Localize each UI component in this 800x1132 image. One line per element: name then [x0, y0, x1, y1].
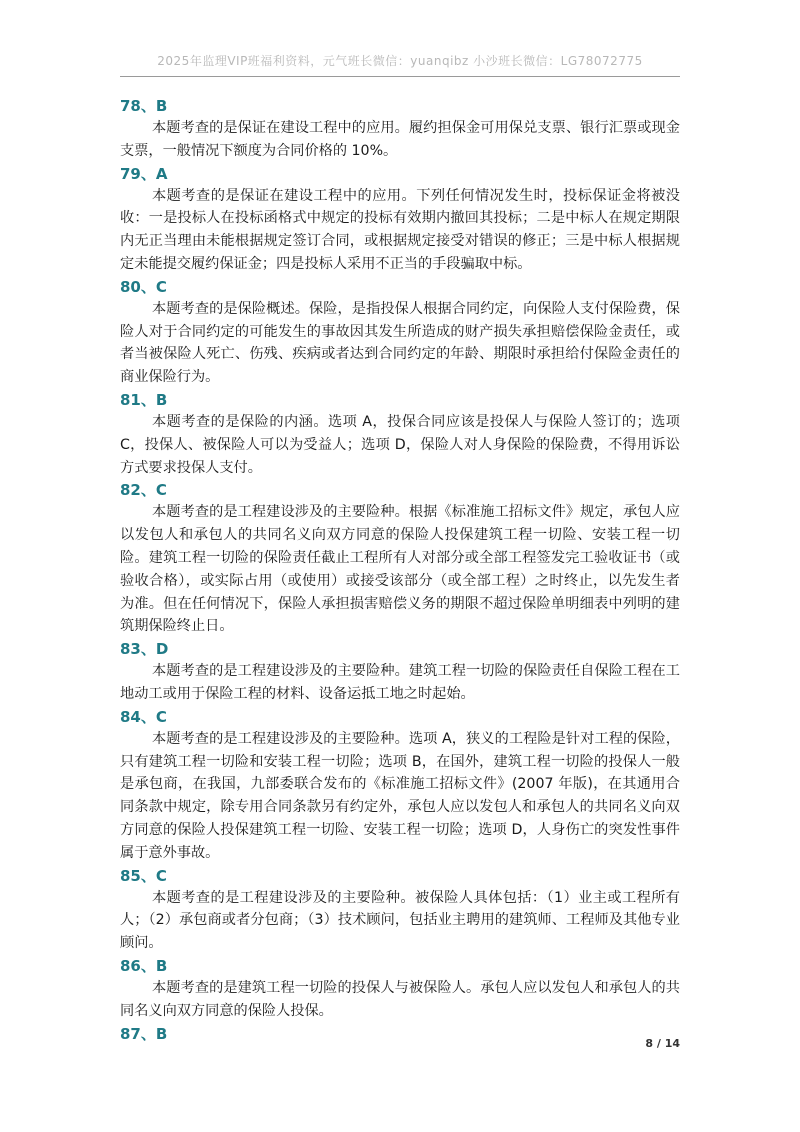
- answer-label-78: 78、B: [120, 97, 168, 115]
- explanation-86: 本题考查的是建筑工程一切险的投保人与被保险人。承包人应以发包人和承包人的共同名义向双方同意的保险人投保。: [120, 979, 680, 1019]
- answer-label-85: 85、C: [120, 866, 167, 885]
- answer-label-87: 87、B: [120, 1024, 168, 1043]
- explanation-85: 本题考查的是工程建设涉及的主要险种。被保险人具体包括：（1）业主或工程所有人；（2）承包商或者分包商；（3）技术顾问，包括业主聘用的建筑师、工程师及其他专业顾问。: [120, 889, 680, 952]
- explanation-80: 本题考查的是保险概述。保险，是指投保人根据合同约定，向保险人支付保险费，保险人对于合同约定的可能发生的事故因其发生所造成的财产损失承担赔偿保险金责任，或者当被保险人死亡、伤残、疾病或者达到合同约定的年龄、期限时承担给付保险金责任的商业保险行为。: [120, 300, 680, 386]
- answer-label-83: 83、D: [120, 640, 169, 659]
- explanation-82: 本题考查的是工程建设涉及的主要险种。根据《标准施工招标文件》规定，承包人应以发包人和承包人的共同名义向双方同意的保险人投保建筑工程一切险、安装工程一切险。建筑工程一切险的保险责任截止工程所有人对部分或全部工程签发完工验收证书（或验收合格），或实际占用（或使用）或接受该部分（或全部工程）之时终止，以先发生者为准。但在任何情况下，保险人承担损害赔偿义务的期限不超过保险单明细表中列明的建筑期保险终止日。: [120, 504, 680, 635]
- answer-label-84: 84、C: [120, 707, 167, 726]
- answer-label-82: 82、C: [120, 481, 167, 500]
- explanation-78: 本题考查的是保证在建设工程中的应用。履约担保金可用保兑支票、银行汇票或现金支票，一般情况下额度为合同价格的 10%。: [120, 120, 680, 159]
- answer-label-79: 79、A: [120, 164, 168, 183]
- explanation-84: 本题考查的是工程建设涉及的主要险种。选项 A，狭义的工程险是针对工程的保险，只有建筑工程一切险和安装工程一切险；选项 B，在国外，建筑工程一切险的投保人一般是承包商，在我国，九部委联合发布的《标准施工招标文件》(2007 年版)，在其通用合同条款中规定，除专用合同条款另有约定外，承包人应以发包人和承包人的共同名义向双方同意的保险人投保建筑工程一切险、安装工程一切险；选项 D，人身伤亡的突发性事件属于意外事故。: [120, 730, 680, 861]
- answer-label-86: 86、B: [120, 956, 168, 975]
- answer-label-81: 81、B: [120, 390, 168, 409]
- page-header-watermark: 2025年监理VIP班福利资料，元气班长微信：yuanqibz 小沙班长微信：LG78072775: [157, 54, 643, 68]
- page-number: 8 / 14: [645, 1037, 680, 1050]
- explanation-83: 本题考查的是工程建设涉及的主要险种。建筑工程一切险的保险责任自保险工程在工地动工或用于保险工程的材料、设备运抵工地之时起始。: [120, 663, 680, 702]
- answer-label-80: 80、C: [120, 277, 167, 296]
- explanation-81: 本题考查的是保险的内涵。选项 A，投保合同应该是投保人与保险人签订的；选项 C，投保人、被保险人可以为受益人；选项 D，保险人对人身保险的保险费，不得用诉讼方式要求投保人支付。: [120, 413, 680, 476]
- header-divider: [120, 76, 680, 77]
- explanation-79: 本题考查的是保证在建设工程中的应用。下列任何情况发生时，投标保证金将被没收：一是投标人在投标函格式中规定的投标有效期内撤回其投标；二是中标人在规定期限内无正当理由未能根据规定签订合同，或根据规定接受对错误的修正；三是中标人根据规定未能提交履约保证金；四是投标人采用不正当的手段骗取中标。: [120, 187, 680, 272]
- answer-list: [120, 95, 680, 1045]
